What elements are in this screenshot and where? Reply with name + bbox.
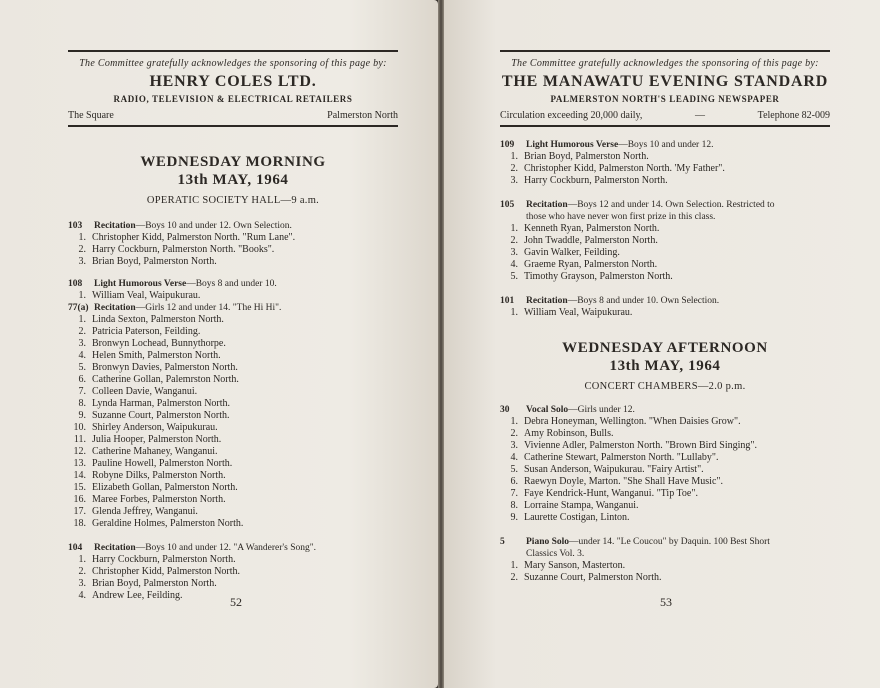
list-item [68, 566, 398, 578]
entrant: Laurette Costigan, Linton. [524, 512, 630, 523]
placing: 17. [73, 506, 86, 517]
placing: 5. [78, 362, 86, 373]
event-block [500, 139, 830, 187]
event-kind: Vocal Solo [526, 405, 569, 415]
event-kind: Recitation [526, 296, 568, 306]
list-item [68, 338, 398, 350]
sponsor-address-row [68, 110, 398, 121]
event-number: 109 [500, 140, 515, 150]
entrant: Elizabeth Gollan, Palmerston North. [92, 482, 238, 493]
placing: 3. [78, 338, 86, 349]
placing: 1. [78, 314, 86, 325]
placing: 2. [78, 244, 86, 255]
page-number: 52 [230, 595, 242, 609]
entrant: Brian Boyd, Palmerston North. [92, 256, 217, 267]
event-description: —Boys 12 and under 14. Own Selection. Restricted to [567, 200, 775, 210]
placing: 3. [78, 256, 86, 267]
sponsor-address: The Square [68, 110, 114, 121]
list-item [68, 410, 398, 422]
placing: 2. [510, 235, 518, 246]
entrant: Suzanne Court, Palmerston North. [524, 572, 662, 583]
placing: 9. [510, 512, 518, 523]
entrant: Christopher Kidd, Palmerston North. [92, 566, 241, 577]
event-heading [68, 542, 398, 554]
event-heading [68, 220, 398, 232]
list-item [68, 314, 398, 326]
entrant: Vivienne Adler, Palmerston North. "Brown Bird Singing". [524, 440, 757, 451]
placing: 15. [73, 482, 86, 493]
entrant: Suzanne Court, Palmerston North. [92, 410, 230, 421]
session-heading [500, 339, 830, 392]
list-item [500, 271, 830, 283]
list-item [500, 488, 830, 500]
sponsor-note: The Committee gratefully acknowledges the sponsoring of this page by: [79, 58, 387, 69]
event-kind: Piano Solo [526, 537, 570, 547]
left-page [0, 0, 438, 688]
entrant: Susan Anderson, Waipukurau. "Fairy Artist". [524, 464, 704, 475]
placing: 1. [78, 554, 86, 565]
event-block [68, 220, 398, 268]
entrant: Lorraine Stampa, Wanganui. [524, 500, 639, 511]
entrant: Linda Sexton, Palmerston North. [92, 314, 224, 325]
list-item [500, 259, 830, 271]
list-item [500, 151, 830, 163]
placing: 1. [510, 416, 518, 427]
entrant: Graeme Ryan, Palmerston North. [524, 259, 658, 270]
list-item [500, 428, 830, 440]
list-item [68, 232, 398, 244]
event-list [68, 220, 398, 602]
list-item [500, 223, 830, 235]
entrant: Faye Kendrick-Hunt, Wanganui. "Tip Toe". [524, 488, 698, 499]
sponsor-dash: — [695, 110, 706, 121]
placing: 7. [78, 386, 86, 397]
sponsor-telephone: Telephone 82-009 [757, 110, 830, 121]
placing: 9. [78, 410, 86, 421]
list-item [68, 494, 398, 506]
sponsor-name: HENRY COLES LTD. [149, 73, 317, 90]
entrant: Amy Robinson, Bulls. [524, 428, 614, 439]
event-number: 101 [500, 296, 515, 306]
event-heading [500, 404, 830, 416]
list-item [68, 458, 398, 470]
event-number: 30 [500, 405, 510, 415]
event-heading [500, 295, 830, 307]
entrant: Timothy Grayson, Palmerston North. [524, 271, 673, 282]
entrant: Julia Hooper, Palmerston North. [92, 434, 222, 445]
placing: 2. [510, 572, 518, 583]
placing: 6. [510, 476, 518, 487]
list-item [68, 326, 398, 338]
placing: 1. [510, 223, 518, 234]
event-block [500, 199, 830, 283]
event-kind: Light Humorous Verse [526, 140, 619, 150]
session-venue: CONCERT CHAMBERS—2.0 p.m. [584, 381, 746, 392]
sponsor-city: Palmerston North [327, 110, 398, 121]
right-page-content [500, 50, 830, 584]
event-block [68, 278, 398, 302]
list-item [68, 446, 398, 458]
entrant: Pauline Howell, Palmerston North. [92, 458, 233, 469]
right-page [444, 0, 880, 688]
event-heading [500, 199, 830, 223]
list-item [68, 374, 398, 386]
list-item [68, 470, 398, 482]
placing: 2. [510, 428, 518, 439]
event-kind: Light Humorous Verse [94, 279, 187, 289]
list-item [500, 247, 830, 259]
list-item [500, 235, 830, 247]
list-item [68, 434, 398, 446]
event-kind: Recitation [526, 200, 568, 210]
entrant: John Twaddle, Palmerston North. [524, 235, 658, 246]
list-item [500, 440, 830, 452]
placing: 5. [510, 464, 518, 475]
entrant: Christopher Kidd, Palmerston North. "Rum Lane". [92, 232, 296, 243]
placing: 1. [78, 290, 86, 301]
sponsor-info-row [500, 110, 830, 121]
entrant: Shirley Anderson, Waipukurau. [92, 422, 218, 433]
placing: 8. [78, 398, 86, 409]
event-number: 105 [500, 200, 515, 210]
session-title: WEDNESDAY MORNING [140, 154, 326, 170]
sponsor-circulation: Circulation exceeding 20,000 daily, [500, 110, 643, 121]
event-description: —Boys 10 and under 12. Own Selection. [135, 221, 292, 231]
event-block [500, 404, 830, 524]
placing: 1. [510, 307, 518, 318]
placing: 4. [78, 590, 86, 601]
placing: 6. [78, 374, 86, 385]
event-description-continued: those who have never won first prize in this class. [526, 212, 716, 222]
event-number: 108 [68, 279, 83, 289]
entrant: Brian Boyd, Palmerston North. [92, 578, 217, 589]
event-description: —Boys 8 and under 10. Own Selection. [567, 296, 720, 306]
entrant: Glenda Jeffrey, Wanganui. [92, 506, 198, 517]
entrant: Catherine Mahaney, Wanganui. [92, 446, 218, 457]
placing: 2. [510, 163, 518, 174]
event-list [500, 139, 830, 319]
placing: 5. [510, 271, 518, 282]
placing: 3. [510, 247, 518, 258]
entrant: William Veal, Waipukurau. [92, 290, 201, 301]
page-number: 53 [660, 595, 672, 609]
list-item [68, 398, 398, 410]
list-item [68, 518, 398, 530]
entrant: Kenneth Ryan, Palmerston North. [524, 223, 660, 234]
sponsor-note: The Committee gratefully acknowledges the sponsoring of this page by: [511, 58, 819, 69]
entrant: Helen Smith, Palmerston North. [92, 350, 221, 361]
event-heading [68, 302, 398, 314]
placing: 4. [78, 350, 86, 361]
event-description-continued: Classics Vol. 3. [526, 549, 585, 559]
entrant: Bronwyn Lochead, Bunnythorpe. [92, 338, 226, 349]
event-heading [500, 139, 830, 151]
entrant: Mary Sanson, Masterton. [524, 560, 626, 571]
placing: 2. [78, 566, 86, 577]
list-item [500, 476, 830, 488]
sponsor-subtitle: RADIO, TELEVISION & ELECTRICAL RETAILERS [113, 94, 353, 104]
event-kind: Recitation [94, 221, 136, 231]
entrant: Harry Cockburn, Palmerston North. [92, 554, 236, 565]
list-item [68, 256, 398, 268]
entrant: Debra Honeyman, Wellington. "When Daisies Grow". [524, 416, 741, 427]
list-item [68, 554, 398, 566]
placing: 4. [510, 259, 518, 270]
list-item [500, 560, 830, 572]
event-kind: Recitation [94, 543, 136, 553]
left-page-content [68, 50, 398, 602]
placing: 14. [73, 470, 86, 481]
entrant: Robyne Dilks, Palmerston North. [92, 470, 226, 481]
placing: 8. [510, 500, 518, 511]
list-item [68, 482, 398, 494]
list-item [500, 464, 830, 476]
list-item [500, 416, 830, 428]
event-block [68, 542, 398, 602]
list-item [500, 500, 830, 512]
event-description: —Boys 10 and under 12. "A Wanderer's Song". [135, 543, 316, 553]
event-block [500, 295, 830, 319]
event-description: —Girls under 12. [568, 405, 635, 415]
placing: 16. [73, 494, 86, 505]
entrant: Colleen Davie, Wanganui. [92, 386, 198, 397]
event-number: 104 [68, 543, 83, 553]
event-heading [68, 278, 398, 290]
sponsor-name: THE MANAWATU EVENING STANDARD [501, 73, 829, 90]
entrant: Lynda Harman, Palmerston North. [92, 398, 231, 409]
session-heading [68, 153, 398, 206]
event-block [500, 536, 830, 584]
placing: 3. [510, 440, 518, 451]
placing: 13. [73, 458, 86, 469]
placing: 2. [78, 326, 86, 337]
event-block [68, 302, 398, 530]
event-list [500, 404, 830, 584]
list-item [500, 452, 830, 464]
entrant: Catherine Gollan, Palemrston North. [92, 374, 239, 385]
placing: 10. [73, 422, 86, 433]
list-item [68, 362, 398, 374]
list-item [500, 512, 830, 524]
event-number: 5 [500, 537, 505, 547]
event-description: —Girls 12 and under 14. "The Hi Hi". [135, 303, 282, 313]
list-item [500, 163, 830, 175]
list-item [68, 506, 398, 518]
entrant: Christopher Kidd, Palmerston North. 'My Father". [524, 163, 725, 174]
list-item [68, 386, 398, 398]
event-heading [500, 536, 830, 560]
session-venue: OPERATIC SOCIETY HALL—9 a.m. [146, 195, 320, 206]
list-item [68, 290, 398, 302]
placing: 7. [510, 488, 518, 499]
sponsor-subtitle: PALMERSTON NORTH'S LEADING NEWSPAPER [550, 94, 780, 104]
entrant: Maree Forbes, Palmerston North. [92, 494, 226, 505]
event-number: 103 [68, 221, 83, 231]
session-title: WEDNESDAY AFTERNOON [562, 340, 768, 356]
sponsor-box [500, 50, 830, 127]
entrant: Harry Cockburn, Palmerston North. [524, 175, 668, 186]
list-item [68, 422, 398, 434]
placing: 11. [73, 434, 86, 445]
list-item [500, 572, 830, 584]
list-item [500, 175, 830, 187]
placing: 1. [78, 232, 86, 243]
entrant: Brian Boyd, Palmerston North. [524, 151, 649, 162]
placing: 12. [73, 446, 86, 457]
list-item [68, 244, 398, 256]
entrant: Andrew Lee, Feilding. [92, 590, 183, 601]
placing: 3. [510, 175, 518, 186]
session-date: 13th MAY, 1964 [609, 358, 721, 374]
entrant: Gavin Walker, Feilding. [524, 247, 620, 258]
list-item [68, 350, 398, 362]
entrant: Catherine Stewart, Palmerston North. "Lullaby". [524, 452, 719, 463]
entrant: Geraldine Holmes, Palmerston North. [92, 518, 244, 529]
placing: 18. [73, 518, 86, 529]
entrant: Bronwyn Davies, Palmerston North. [92, 362, 238, 373]
entrant: Raewyn Doyle, Marton. "She Shall Have Music". [524, 476, 723, 487]
event-description: —Boys 10 and under 12. [618, 140, 714, 150]
event-description: —under 14. "Le Coucou" by Daquin. 100 Best Short [569, 537, 770, 547]
entrant: Harry Cockburn, Palmerston North. "Books". [92, 244, 275, 255]
sponsor-box [68, 50, 398, 127]
list-item [500, 307, 830, 319]
event-number: 77(a) [68, 303, 89, 313]
event-kind: Recitation [94, 303, 136, 313]
event-description: —Boys 8 and under 10. [186, 279, 277, 289]
placing: 3. [78, 578, 86, 589]
placing: 1. [510, 151, 518, 162]
entrant: Patricia Paterson, Feilding. [92, 326, 201, 337]
entrant: William Veal, Waipukurau. [524, 307, 633, 318]
placing: 4. [510, 452, 518, 463]
session-date: 13th MAY, 1964 [177, 172, 289, 188]
list-item [68, 578, 398, 590]
placing: 1. [510, 560, 518, 571]
